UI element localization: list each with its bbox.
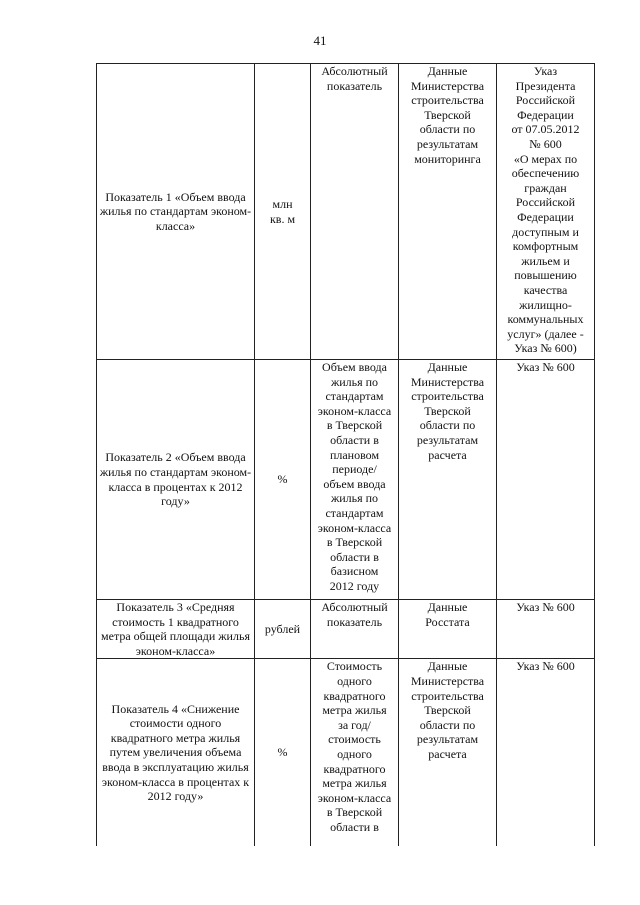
indicator-name: Показатель 1 «Объем ввода жилья по стандартам эконом-класса» <box>97 64 255 360</box>
calculation-formula: Объем ввода жилья по стандартам эконом-класса в Тверской области в плановом периоде/ объем ввода жилья по стандартам эконом-класса в Тверской области в базисном 2012 году <box>311 360 399 600</box>
indicator-name: Показатель 3 «Средняя стоимость 1 квадратного метра общей площади жилья эконом-класса» <box>97 600 255 659</box>
unit-of-measure: % <box>255 659 311 846</box>
calculation-formula: Абсолютный показатель <box>311 600 399 659</box>
legal-basis: Указ Президента Российской Федерации от 07.05.2012 № 600 «О мерах по обеспечению граждан Российской Федерации доступным и комфортным жильем и повышению качества жилищно- коммунальных услуг» (далее - Указ № 600) <box>497 64 595 360</box>
unit-of-measure: рублей <box>255 600 311 659</box>
data-source: Данные Министерства строительства Тверской области по результатам расчета <box>399 360 497 600</box>
table-row <box>97 64 595 360</box>
indicator-name: Показатель 4 «Снижение стоимости одного квадратного метра жилья путем увеличения объема ввода в эксплуатацию жилья эконом-класса в процентах к 2012 году» <box>97 659 255 846</box>
table-row <box>97 600 595 659</box>
indicator-name: Показатель 2 «Объем ввода жилья по стандартам эконом-класса в процентах к 2012 году» <box>97 360 255 600</box>
table-row <box>97 659 595 846</box>
legal-basis: Указ № 600 <box>497 360 595 600</box>
calculation-formula: Абсолютный показатель <box>311 64 399 360</box>
page-number: 41 <box>313 33 327 48</box>
legal-basis: Указ № 600 <box>497 659 595 846</box>
data-source: Данные Министерства строительства Тверской области по результатам расчета <box>399 659 497 846</box>
data-source: Данные Министерства строительства Тверской области по результатам мониторинга <box>399 64 497 360</box>
legal-basis: Указ № 600 <box>497 600 595 659</box>
unit-of-measure: млн кв. м <box>255 64 311 360</box>
indicators-table <box>96 63 595 846</box>
unit-of-measure: % <box>255 360 311 600</box>
table-row <box>97 360 595 600</box>
calculation-formula: Стоимость одного квадратного метра жилья за год/ стоимость одного квадратного метра жилья эконом-класса в Тверской области в <box>311 659 399 846</box>
data-source: Данные Росстата <box>399 600 497 659</box>
